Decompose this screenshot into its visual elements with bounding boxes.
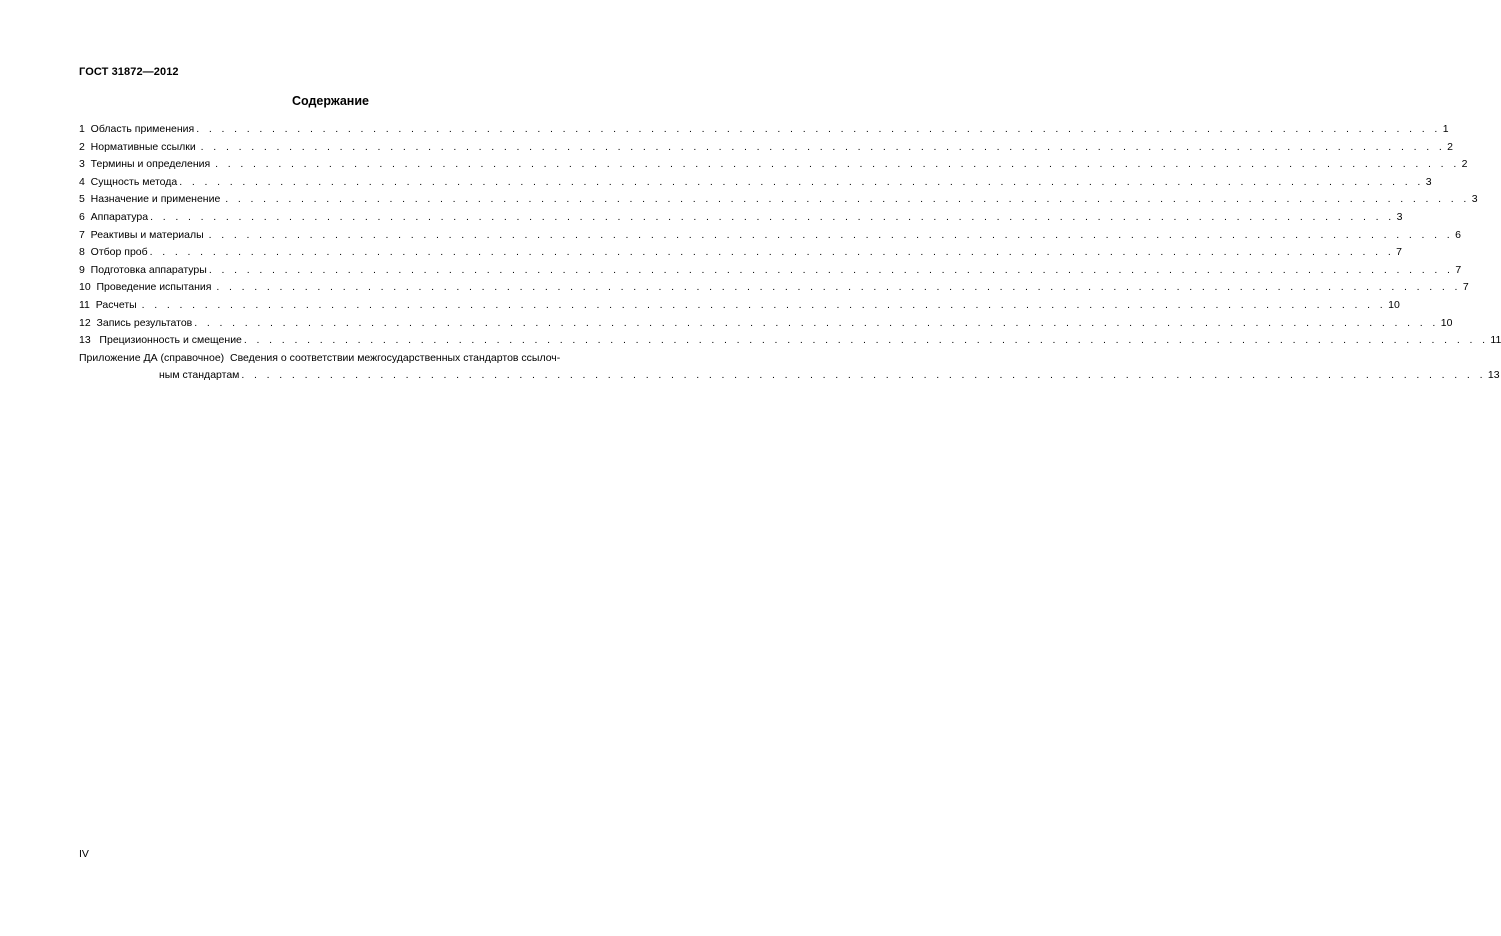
toc-entry-page: 3 bbox=[1396, 210, 1403, 223]
toc-entry-page: 3 bbox=[1425, 175, 1432, 188]
dot-leader: . . . . . . . . . . . . . . . . . . . . . . . . . . . . . . . . . . . . . . . . . . . . . . . . . . . . . . . . . . . . . . . . . . . . . . . . . . . . . . . . . . . . . . . . . . . . . . . . . . . bbox=[216, 281, 1461, 294]
toc-entry-label: 5 Назначение и применение bbox=[79, 193, 224, 206]
toc-entry-4[interactable] bbox=[79, 174, 1432, 192]
toc-entry-label: 8 Отбор проб bbox=[79, 246, 148, 259]
dot-leader: . . . . . . . . . . . . . . . . . . . . . . . . . . . . . . . . . . . . . . . . . . . . . . . . . . . . . . . . . . . . . . . . . . . . . . . . . . . . . . . . . . . . . . . . . . . . . . . . . . . bbox=[196, 123, 1441, 135]
toc-entry-13[interactable] bbox=[79, 332, 1501, 350]
toc-entry-8[interactable] bbox=[79, 244, 1402, 262]
dot-leader: . . . . . . . . . . . . . . . . . . . . . . . . . . . . . . . . . . . . . . . . . . . . . . . . . . . . . . . . . . . . . . . . . . . . . . . . . . . . . . . . . . . . . . . . . . . . . . . . . . . bbox=[243, 334, 1489, 347]
toc-entry-page: 6 bbox=[1455, 228, 1461, 241]
toc-entry-page: 3 bbox=[1471, 193, 1478, 206]
toc-entry-5[interactable] bbox=[79, 191, 1478, 209]
toc-annex-label-line1: Приложение ДА (справочное) Сведения о соответствии межгосударственных стандартов ссылоч- bbox=[79, 351, 561, 364]
toc-entry-label: 9 Подготовка аппаратуры bbox=[79, 263, 207, 276]
toc-entry-label: 1 Область применения bbox=[79, 123, 195, 135]
toc-entry-label: 6 Аппаратура bbox=[79, 210, 149, 223]
toc-entry-page: 10 bbox=[1440, 316, 1453, 329]
toc-entry-label: 4 Сущность метода bbox=[79, 175, 178, 188]
toc-entry-label: 13 Прецизионность и смещение bbox=[79, 334, 242, 347]
toc-annex-label-line2: ным стандартам bbox=[159, 369, 240, 382]
toc-entry-label: 2 Нормативные ссылки bbox=[79, 140, 199, 153]
dot-leader: . . . . . . . . . . . . . . . . . . . . . . . . . . . . . . . . . . . . . . . . . . . . . . . . . . . . . . . . . . . . . . . . . . . . . . . . . . . . . . . . . . . . . . . . . . . . . . . . . . . bbox=[225, 193, 1470, 206]
toc-entry-1[interactable] bbox=[79, 121, 1449, 139]
toc-entry-page: 13 bbox=[1487, 369, 1500, 382]
toc-entry-label: 3 Термины и определения bbox=[79, 158, 214, 171]
toc-entry-page: 11 bbox=[1490, 334, 1501, 347]
toc-entry-page: 7 bbox=[1462, 281, 1469, 294]
toc-entry-page: 7 bbox=[1396, 246, 1402, 259]
dot-leader: . . . . . . . . . . . . . . . . . . . . . . . . . . . . . . . . . . . . . . . . . . . . . . . . . . . . . . . . . . . . . . . . . . . . . . . . . . . . . . . . . . . . . . . . . . . . . . . . . . . bbox=[215, 158, 1460, 171]
dot-leader: . . . . . . . . . . . . . . . . . . . . . . . . . . . . . . . . . . . . . . . . . . . . . . . . . . . . . . . . . . . . . . . . . . . . . . . . . . . . . . . . . . . . . . . . . . . . . . . . . . . bbox=[194, 316, 1439, 329]
toc-entry-3[interactable] bbox=[79, 156, 1468, 174]
dot-leader: . . . . . . . . . . . . . . . . . . . . . . . . . . . . . . . . . . . . . . . . . . . . . . . . . . . . . . . . . . . . . . . . . . . . . . . . . . . . . . . . . . . . . . . . . . . . . . . . . . . bbox=[150, 210, 1395, 223]
toc-entry-9[interactable] bbox=[79, 262, 1462, 280]
dot-leader: . . . . . . . . . . . . . . . . . . . . . . . . . . . . . . . . . . . . . . . . . . . . . . . . . . . . . . . . . . . . . . . . . . . . . . . . . . . . . . . . . . . . . . . . . . . . . . . . . . . bbox=[141, 298, 1387, 311]
toc-entry-page: 10 bbox=[1388, 298, 1400, 311]
toc-entry-label: 7 Реактивы и материалы bbox=[79, 228, 207, 241]
dot-leader: . . . . . . . . . . . . . . . . . . . . . . . . . . . . . . . . . . . . . . . . . . . . . . . . . . . . . . . . . . . . . . . . . . . . . . . . . . . . . . . . . . . . . . . . . . . . . . . . . . . bbox=[208, 263, 1454, 276]
toc-entry-page: 2 bbox=[1447, 140, 1454, 153]
toc-entry-page: 2 bbox=[1461, 158, 1468, 171]
toc-entry-11[interactable] bbox=[79, 297, 1400, 315]
toc-entry-label: 12 Запись результатов bbox=[79, 316, 193, 329]
toc-entry-annex[interactable] bbox=[79, 350, 1500, 385]
table-of-contents bbox=[79, 121, 1501, 385]
toc-entry-2[interactable] bbox=[79, 139, 1454, 157]
toc-entry-label: 11 Расчеты bbox=[79, 298, 140, 311]
page-number: IV bbox=[79, 848, 89, 860]
dot-leader: . . . . . . . . . . . . . . . . . . . . . . . . . . . . . . . . . . . . . . . . . . . . . . . . . . . . . . . . . . . . . . . . . . . . . . . . . . . . . . . . . . . . . . . . . . . . . . . . . . . bbox=[208, 228, 1454, 241]
dot-leader: . . . . . . . . . . . . . . . . . . . . . . . . . . . . . . . . . . . . . . . . . . . . . . . . . . . . . . . . . . . . . . . . . . . . . . . . . . . . . . . . . . . . . . . . . . . . . . . . . . . bbox=[241, 369, 1486, 382]
toc-entry-10[interactable] bbox=[79, 279, 1469, 297]
dot-leader: . . . . . . . . . . . . . . . . . . . . . . . . . . . . . . . . . . . . . . . . . . . . . . . . . . . . . . . . . . . . . . . . . . . . . . . . . . . . . . . . . . . . . . . . . . . . . . . . . . . bbox=[149, 246, 1395, 259]
toc-entry-page: 1 bbox=[1442, 123, 1449, 135]
dot-leader: . . . . . . . . . . . . . . . . . . . . . . . . . . . . . . . . . . . . . . . . . . . . . . . . . . . . . . . . . . . . . . . . . . . . . . . . . . . . . . . . . . . . . . . . . . . . . . . . . . . bbox=[179, 175, 1424, 188]
toc-entry-7[interactable] bbox=[79, 227, 1461, 245]
dot-leader: . . . . . . . . . . . . . . . . . . . . . . . . . . . . . . . . . . . . . . . . . . . . . . . . . . . . . . . . . . . . . . . . . . . . . . . . . . . . . . . . . . . . . . . . . . . . . . . . . . . bbox=[200, 140, 1446, 153]
toc-entry-6[interactable] bbox=[79, 209, 1403, 227]
standard-code-header: ГОСТ 31872—2012 bbox=[79, 66, 179, 78]
toc-entry-12[interactable] bbox=[79, 315, 1453, 333]
toc-entry-label: 10 Проведение испытания bbox=[79, 281, 215, 294]
toc-title: Содержание bbox=[291, 94, 369, 108]
toc-entry-page: 7 bbox=[1455, 263, 1462, 276]
